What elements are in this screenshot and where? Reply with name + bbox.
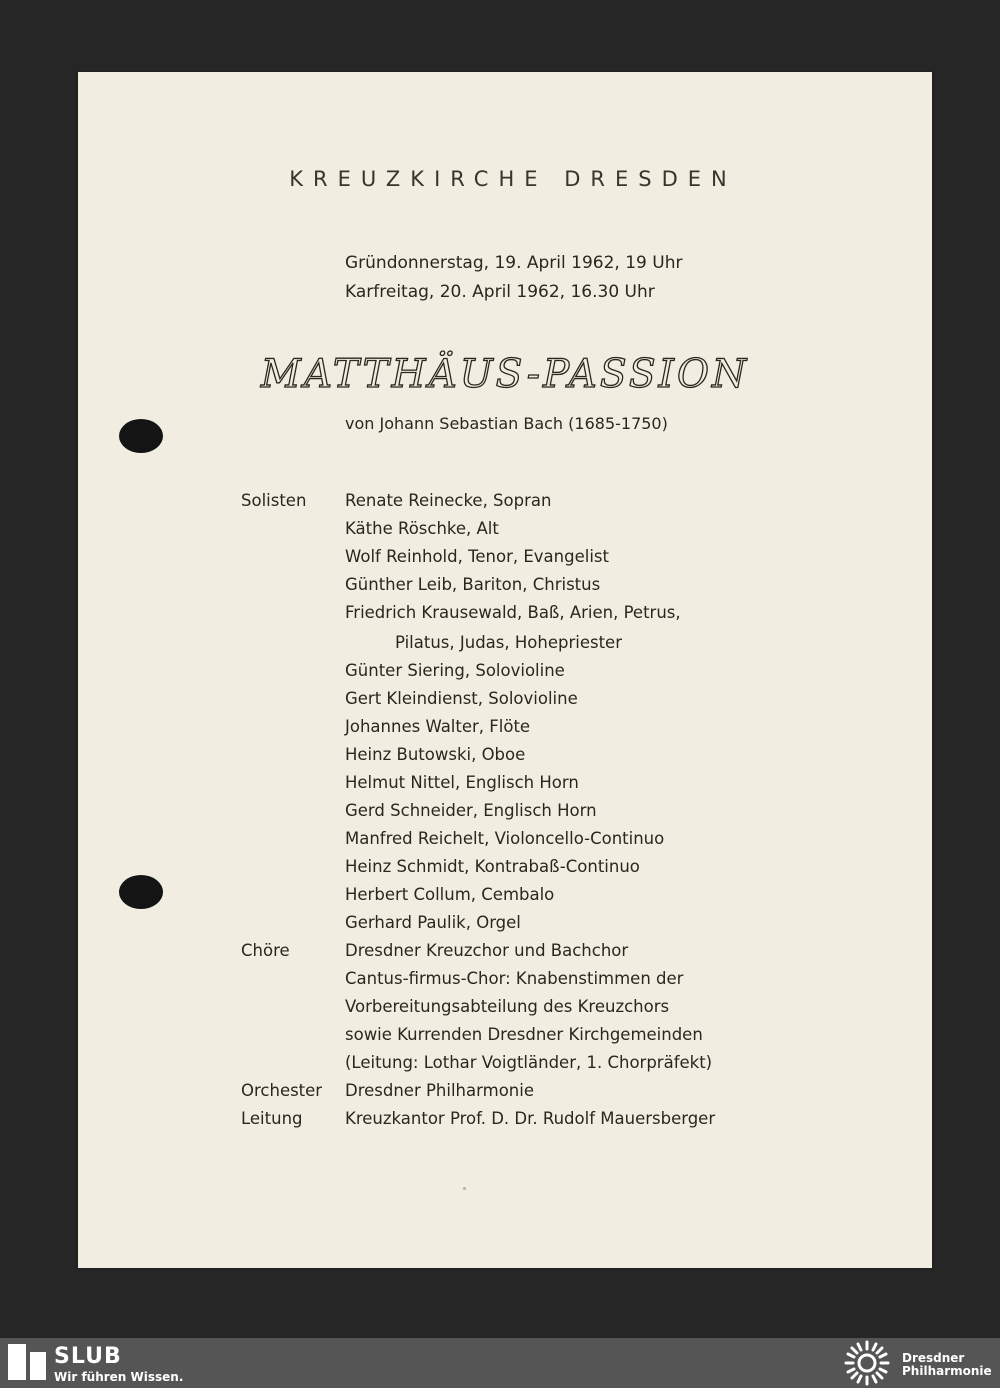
soloist-line: Heinz Butowski, Oboe — [345, 745, 526, 764]
direction-line: Kreuzkantor Prof. D. Dr. Rudolf Mauersberger — [345, 1109, 716, 1128]
soloist-line: Renate Reinecke, Sopran — [345, 491, 552, 510]
soloist-line: Heinz Schmidt, Kontrabaß-Continuo — [345, 857, 640, 876]
work-title: MATTHÄUS-PASSION — [260, 352, 750, 397]
soloist-line: Herbert Collum, Cembalo — [345, 885, 555, 904]
composer-line: von Johann Sebastian Bach (1685-1750) — [345, 414, 668, 433]
choir-line: Dresdner Kreuzchor und Bachchor — [345, 941, 629, 960]
soloist-line: Johannes Walter, Flöte — [345, 717, 531, 736]
soloist-line: Wolf Reinhold, Tenor, Evangelist — [345, 547, 609, 566]
soloist-line: Gerd Schneider, Englisch Horn — [345, 801, 597, 820]
punch-hole — [119, 419, 163, 453]
choir-line: sowie Kurrenden Dresdner Kirchgemeinden — [345, 1025, 703, 1044]
partner-name[interactable] — [902, 1352, 992, 1378]
partner-line: Philharmonie — [902, 1364, 992, 1378]
date-line: Gründonnerstag, 19. April 1962, 19 Uhr — [345, 253, 683, 273]
punch-hole — [119, 875, 163, 909]
choir-line: (Leitung: Lothar Voigtländer, 1. Chorpräfekt) — [345, 1053, 713, 1072]
footer-bar — [0, 1338, 1000, 1388]
slub-name[interactable]: SLUB — [54, 1344, 122, 1369]
soloist-line: Friedrich Krausewald, Baß, Arien, Petrus, — [345, 603, 681, 622]
church-heading: KREUZKIRCHE DRESDEN — [289, 167, 737, 191]
paper-speck — [463, 1187, 466, 1190]
choir-line: Vorbereitungsabteilung des Kreuzchors — [345, 997, 670, 1016]
soloist-line: Günter Siering, Solovioline — [345, 661, 565, 680]
label-soloists: Solisten — [241, 491, 307, 510]
slub-logo-icon[interactable] — [8, 1344, 48, 1384]
label-direction: Leitung — [241, 1109, 303, 1128]
orchestra-line: Dresdner Philharmonie — [345, 1081, 534, 1100]
slub-tagline: Wir führen Wissen. — [54, 1370, 184, 1384]
date-line: Karfreitag, 20. April 1962, 16.30 Uhr — [345, 282, 655, 302]
soloist-line: Gert Kleindienst, Solovioline — [345, 689, 578, 708]
soloist-line: Gerhard Paulik, Orgel — [345, 913, 521, 932]
label-choirs: Chöre — [241, 941, 290, 960]
program-sheet — [78, 72, 932, 1268]
soloist-line: Günther Leib, Bariton, Christus — [345, 575, 601, 594]
label-orchestra: Orchester — [241, 1081, 323, 1100]
choir-line: Cantus-firmus-Chor: Knabenstimmen der — [345, 969, 684, 988]
performance-dates — [345, 249, 682, 307]
soloist-line: Manfred Reichelt, Violoncello-Continuo — [345, 829, 665, 848]
partner-line: Dresdner — [902, 1351, 965, 1365]
sunburst-logo-icon[interactable] — [844, 1340, 890, 1386]
soloist-line: Helmut Nittel, Englisch Horn — [345, 773, 579, 792]
soloist-line: Käthe Röschke, Alt — [345, 519, 499, 538]
soloist-line-continued: Pilatus, Judas, Hohepriester — [395, 633, 622, 652]
